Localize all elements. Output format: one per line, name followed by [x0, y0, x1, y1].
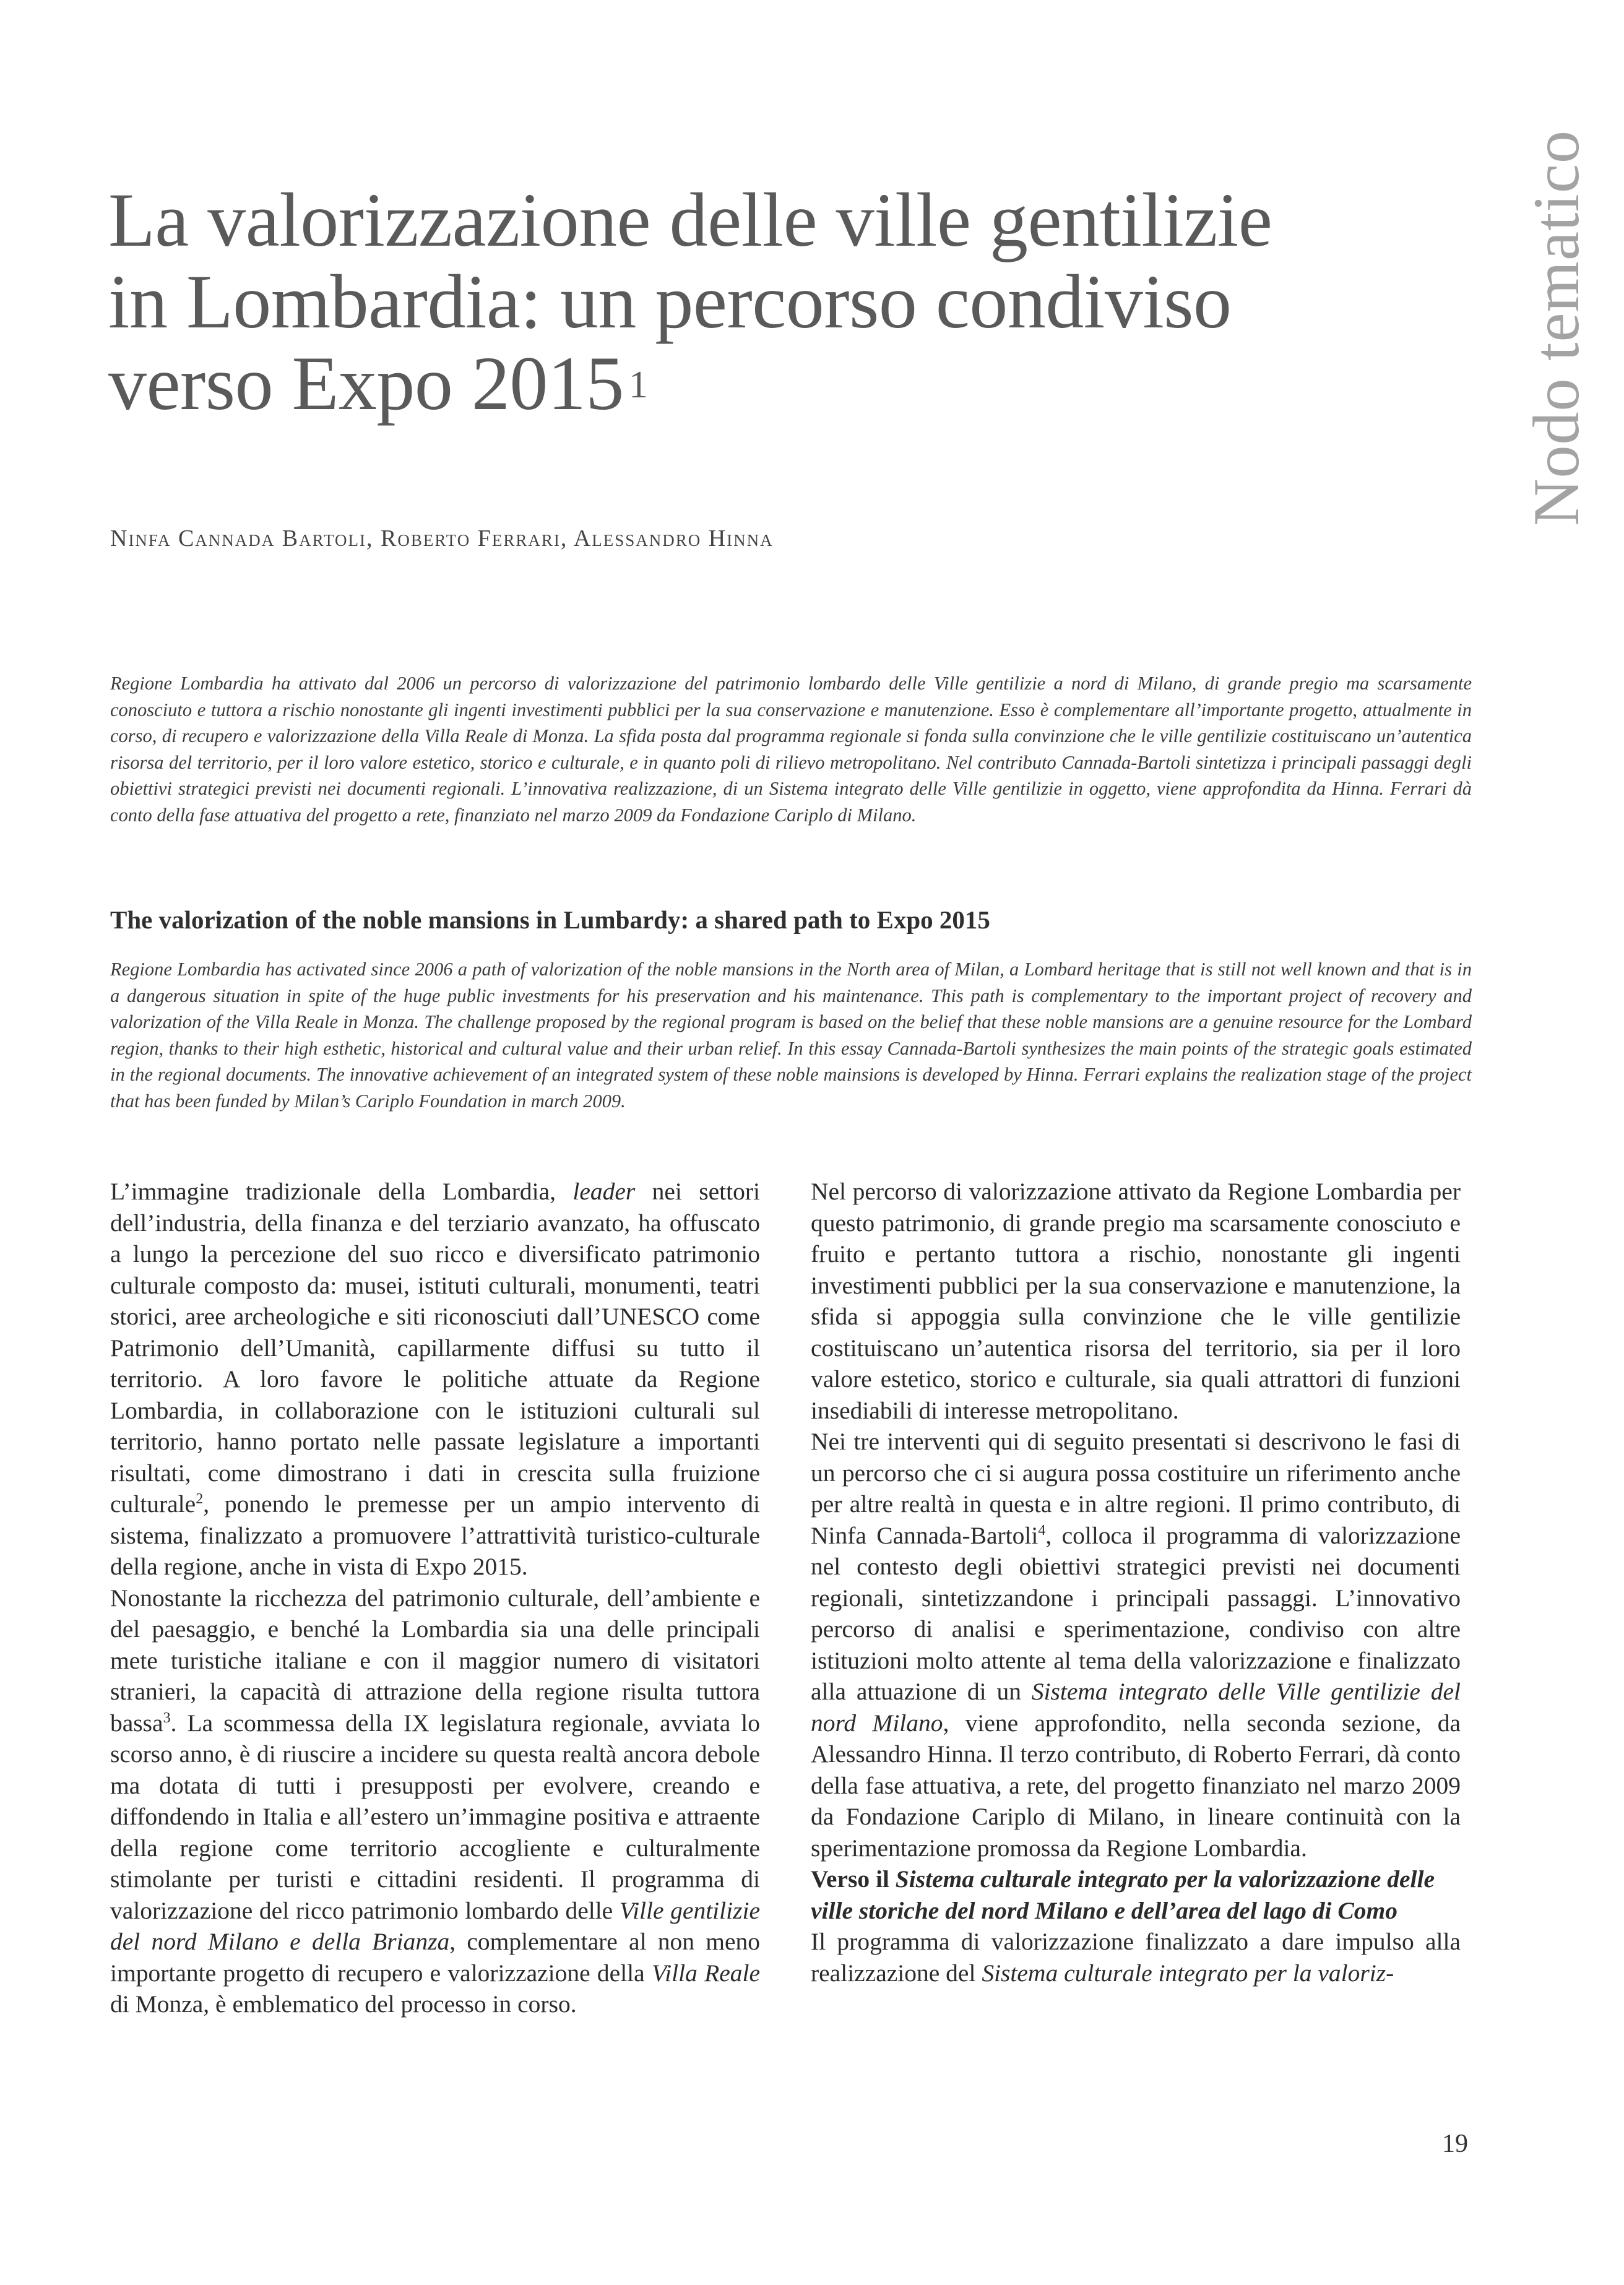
title-line-2: in Lombardia: un percorso condiviso [108, 259, 1232, 344]
title-footnote-mark: 1 [628, 364, 648, 406]
left-paragraph-2: Nonostante la ricchezza del patrimonio culturale, dell’ambiente e del paesaggio, e benché la Lombardia sia una delle principali mete turistiche italiane e con il maggior numero di visitatori stranieri, la capacità di attrazione della regione risulta tuttora bassa$^3$. La scommessa della IX legislatura regionale, avviata lo scorso anno, è di riuscire a incidere su questa realtà ancora debole ma dotata di tutti i presupposti per evolvere, creando e diffondendo in Italia e all’estero un’immagine positiva e attraente della regione come territorio accogliente e culturalmente stimolante per turisti e cittadini residenti. Il programma di valorizzazione del ricco patrimonio lombardo delle Ville gentilizie del nord Milano e della Brianza, complementare al non meno importante progetto di recupero e valorizzazione della Villa Reale di Monza, è emblematico del processo in corso. [110, 1584, 760, 2018]
right-paragraph-3: Il programma di valorizzazione finalizzato a dare impulso alla realizzazione del Sistema culturale integrato per la valoriz- [811, 1928, 1461, 1987]
abstract-italian: Regione Lombardia ha attivato dal 2006 un percorso di valorizzazione del patrimonio lombardo delle Ville gentilizie a nord di Milano, di grande pregio ma scarsamente conosciuto e tuttora a rischio nonostante gli ingenti investimenti pubblici per la sua conservazione e manutenzione. Esso è complementare all’importante progetto, attualmente in corso, di recupero e valorizzazione della Villa Reale di Monza. La sfida posta dal programma regionale si fonda sulla convinzione che le ville gentilizie costituiscano un’autentica risorsa del territorio, per il loro valore estetico, storico e culturale, e in quanto poli di rilievo metropolitano. Nel contributo Cannada-Bartoli sintetizza i principali passaggi degli obiettivi strategici previsti nei documenti regionali. L’innovativa realizzazione, di un Sistema integrato delle Ville gentilizie in oggetto, viene approfondita da Hinna. Ferrari dà conto della fase attuativa del progetto a rete, finanziato nel marzo 2009 da Fondazione Cariplo di Milano. [110, 673, 1472, 826]
body-column-right [811, 1176, 1461, 1989]
title-line-3: verso Expo 2015 $^1$ [108, 341, 648, 426]
side-section-label [1504, 130, 1609, 526]
side-label-text: Nodo tematico [1520, 130, 1592, 526]
section-heading: Verso il Sistema culturale integrato per la valorizzazione delle ville storiche del nord Milano e dell’area del lago di Como [811, 1865, 1435, 1924]
page-number: 19 [1442, 2130, 1468, 2158]
article-title [108, 179, 1408, 425]
right-paragraph-2: Nei tre interventi qui di seguito presentati si descrivono le fasi di un percorso che ci si augura possa costituire un riferimento anche per altre realtà in questa e in altre regioni. Il primo contributo, di Ninfa Cannada-Bartoli$^4$, colloca il programma di valorizzazione nel contesto degli obiettivi strategici previsti nei documenti regionali, sintetizzandone i principali passaggi. L’innovativo percorso di analisi e sperimentazione, condiviso con altre istituzioni molto attente al tema della valorizzazione e finalizzato alla attuazione di un Sistema integrato delle Ville gentilizie del nord Milano, viene approfondito, nella seconda sezione, da Alessandro Hinna. Il terzo contributo, di Roberto Ferrari, dà conto della fase attuativa, a rete, del progetto finanziato nel marzo 2009 da Fondazione Cariplo di Milano, in lineare continuità con la sperimentazione promossa da Regione Lombardia. [811, 1428, 1461, 1862]
title-line-1: La valorizzazione delle ville gentilizie [108, 178, 1272, 262]
body-column-left [110, 1176, 760, 2020]
english-title: The valorization of the noble mansions in Lumbardy: a shared path to Expo 2015 [110, 905, 990, 934]
footnote-mark: 4 [1038, 1522, 1046, 1539]
footnote-mark: 3 [163, 1709, 171, 1726]
left-paragraph-1: L’immagine tradizionale della Lombardia, leader nei settori dell’industria, della finanza e del terziario avanzato, ha offuscato a lungo la percezione del suo ricco e diversificato patrimonio culturale composto da: musei, istituti culturali, monumenti, teatri storici, aree archeologiche e siti riconosciuti dall’UNESCO come Patrimonio dell’Umanità, capillarmente diffusi su tutto il territorio. A loro favore le politiche attuate da Regione Lombardia, in collaborazione con le istituzioni culturali sul territorio, hanno portato nelle passate legislature a importanti risultati, come dimostrano i dati in crescita sulla fruizione culturale$^2$, ponendo le premesse per un ampio intervento di sistema, finalizzato a promuovere l’attrattività turistico-culturale della regione, anche in vista di Expo 2015. [110, 1178, 760, 1580]
authors-line: Ninfa Cannada Bartoli, Roberto Ferrari, Alessandro Hinna [110, 525, 774, 551]
right-paragraph-1: Nel percorso di valorizzazione attivato da Regione Lombardia per questo patrimonio, di grande pregio ma scarsamente conosciuto e fruito e pertanto tuttora a rischio, nonostante gli ingenti investimenti pubblici per la sua conservazione e manutenzione, la sfida si appoggia sulla convinzione che le ville gentilizie costituiscano un’autentica risorsa del territorio, sia per il loro valore estetico, storico e culturale, sia quali attrattori di funzioni insediabili di interesse metropolitano. [811, 1178, 1461, 1424]
footnote-mark: 2 [196, 1490, 204, 1507]
abstract-english: Regione Lombardia has activated since 2006 a path of valorization of the noble mansions in the North area of Milan, a Lombard heritage that is still not well known and that is in a dangerous situation in spite of the huge public investments for his preservation and his maintenance. This path is complementary to the important project of recovery and valorization of the Villa Reale in Monza. The challenge proposed by the regional program is based on the belief that these noble mansions are a genuine resource for the Lombard region, thanks to their high esthetic, historical and cultural value and their urban relief. In this essay Cannada-Bartoli synthesizes the main points of the strategic goals estimated in the regional documents. The innovative achievement of an integrated system of these noble mainsions is developed by Hinna. Ferrari explains the realization stage of the project that has been funded by Milan’s Cariplo Foundation in march 2009. [110, 959, 1472, 1112]
